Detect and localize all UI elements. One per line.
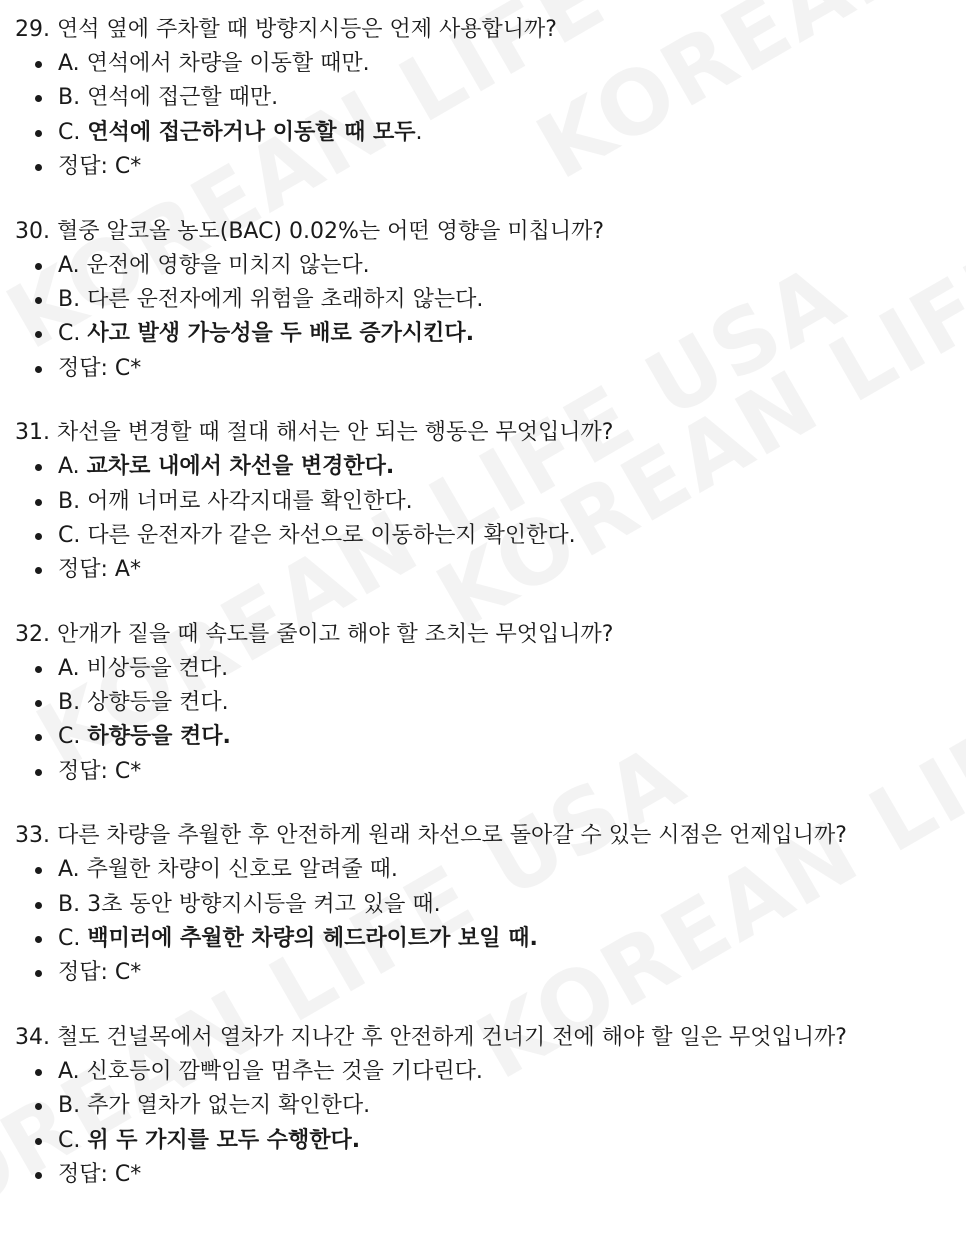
answer-text: 정답: C* <box>58 1161 142 1187</box>
option-item <box>0 519 966 553</box>
bullet-icon <box>35 130 42 137</box>
answer-text: 정답: C* <box>58 154 142 180</box>
option-list <box>0 652 966 790</box>
option-item <box>0 81 966 115</box>
option-text: 사고 발생 가능성을 두 배로 증가시킨다. <box>87 321 475 347</box>
option-item <box>0 853 966 887</box>
bullet-icon <box>35 1069 42 1076</box>
option-prefix: A. <box>58 454 87 480</box>
option-prefix: C. <box>58 321 88 347</box>
bullet-icon <box>35 366 42 373</box>
answer-text: 정답: C* <box>58 960 142 986</box>
option-prefix: A. <box>58 655 87 681</box>
question-title: 32. 안개가 짙을 때 속도를 줄이고 해야 할 조치는 무엇입니까? <box>15 621 614 647</box>
bullet-icon <box>35 1103 42 1110</box>
answer-item <box>0 352 966 386</box>
option-list <box>0 1055 966 1193</box>
option-item <box>0 249 966 283</box>
option-item <box>0 888 966 922</box>
option-prefix: B. <box>58 690 88 716</box>
answer-item <box>0 1158 966 1192</box>
bullet-icon <box>35 936 42 943</box>
bullet-icon <box>35 331 42 338</box>
option-item <box>0 1089 966 1123</box>
bullet-icon <box>35 95 42 102</box>
option-text: 하향등을 켠다. <box>87 724 231 750</box>
option-list <box>0 853 966 991</box>
option-item <box>0 720 966 754</box>
option-text: 다른 운전자가 같은 차선으로 이동하는지 확인한다. <box>87 522 576 548</box>
option-prefix: C. <box>58 522 88 548</box>
option-prefix: C. <box>58 1127 88 1153</box>
question-block <box>0 215 966 387</box>
bullet-icon <box>35 164 42 171</box>
option-prefix: C. <box>58 724 88 750</box>
bullet-icon <box>35 867 42 874</box>
bullet-icon <box>35 666 42 673</box>
option-prefix: A. <box>58 1058 87 1084</box>
option-suffix: . <box>415 119 423 145</box>
answer-item <box>0 150 966 184</box>
option-item <box>0 450 966 484</box>
bullet-icon <box>35 1138 42 1145</box>
question-title: 31. 차선을 변경할 때 절대 해서는 안 되는 행동은 무엇입니까? <box>15 420 614 446</box>
bullet-icon <box>35 61 42 68</box>
option-prefix: B. <box>58 488 88 514</box>
bullet-icon <box>35 769 42 776</box>
option-list <box>0 450 966 588</box>
option-text: 상향등을 켠다. <box>87 690 229 716</box>
option-list <box>0 249 966 387</box>
answer-item <box>0 755 966 789</box>
option-item <box>0 652 966 686</box>
option-prefix: B. <box>58 85 88 111</box>
bullet-icon <box>35 902 42 909</box>
bullet-icon <box>35 263 42 270</box>
option-item <box>0 922 966 956</box>
question-title: 33. 다른 차량을 추월한 후 안전하게 원래 차선으로 돌아갈 수 있는 시점은 언제입니까? <box>15 823 847 849</box>
bullet-icon <box>35 700 42 707</box>
question-block <box>0 416 966 588</box>
option-list <box>0 47 966 185</box>
option-text: 위 두 가지를 모두 수행한다. <box>87 1127 361 1153</box>
option-item <box>0 686 966 720</box>
option-item <box>0 1055 966 1089</box>
answer-item <box>0 553 966 587</box>
option-text: 비상등을 켠다. <box>86 655 229 681</box>
bullet-icon <box>35 533 42 540</box>
option-text: 신호등이 깜빡임을 멈추는 것을 기다린다. <box>86 1058 483 1084</box>
question-title: 29. 연석 옆에 주차할 때 방향지시등은 언제 사용합니까? <box>15 17 557 42</box>
option-text: 운전에 영향을 미치지 않는다. <box>86 252 370 278</box>
bullet-icon <box>35 464 42 471</box>
option-prefix: B. <box>58 1093 88 1119</box>
option-text: 백미러에 추월한 차량의 헤드라이트가 보일 때. <box>87 926 538 952</box>
bullet-icon <box>35 734 42 741</box>
option-prefix: B. <box>58 286 88 312</box>
option-text: 추월한 차량이 신호로 알려줄 때. <box>86 857 398 883</box>
option-prefix: C. <box>58 119 88 145</box>
option-prefix: A. <box>58 51 87 76</box>
answer-text: 정답: C* <box>58 355 142 381</box>
question-title: 34. 철도 건널목에서 열차가 지나간 후 안전하게 건너기 전에 해야 할 일은 무엇입니까? <box>15 1024 847 1050</box>
question-block <box>0 618 966 790</box>
option-text: 연석에 접근할 때만. <box>87 85 279 111</box>
bullet-icon <box>35 970 42 977</box>
option-item <box>0 485 966 519</box>
answer-text: 정답: A* <box>58 557 141 583</box>
question-title: 30. 혈중 알코올 농도(BAC) 0.02%는 어떤 영향을 미칩니까? <box>15 218 605 244</box>
option-prefix: B. <box>58 891 88 917</box>
option-text: 3초 동안 방향지시등을 켜고 있을 때. <box>87 891 441 917</box>
answer-item <box>0 956 966 990</box>
bullet-icon <box>35 567 42 574</box>
option-prefix: A. <box>58 252 87 278</box>
option-text: 추가 열차가 없는지 확인한다. <box>87 1093 371 1119</box>
option-item <box>0 47 966 81</box>
option-text: 연석에서 차량을 이동할 때만. <box>86 51 370 76</box>
option-text: 연석에 접근하거나 이동할 때 모두 <box>87 119 416 145</box>
option-text: 어깨 너머로 사각지대를 확인한다. <box>87 488 413 514</box>
question-block <box>0 13 966 185</box>
bullet-icon <box>35 1172 42 1179</box>
option-text: 다른 운전자에게 위험을 초래하지 않는다. <box>87 286 484 312</box>
question-block <box>0 819 966 991</box>
option-text: 교차로 내에서 차선을 변경한다. <box>86 454 395 480</box>
option-item <box>0 116 966 150</box>
question-block <box>0 1021 966 1193</box>
option-item <box>0 317 966 351</box>
option-item <box>0 1124 966 1158</box>
option-item <box>0 283 966 317</box>
bullet-icon <box>35 499 42 506</box>
bullet-icon <box>35 297 42 304</box>
answer-text: 정답: C* <box>58 758 142 784</box>
option-prefix: A. <box>58 857 87 883</box>
option-prefix: C. <box>58 926 88 952</box>
